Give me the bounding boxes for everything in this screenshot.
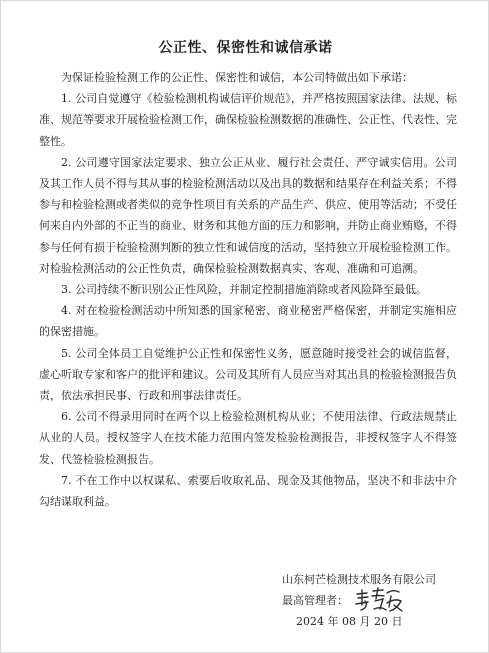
intro-paragraph: 为保证检验检测工作的公正性、保密性和诚信，本公司特做出如下承诺： (61, 71, 413, 84)
document-date: 2024 年 08 月 20 日 (296, 615, 403, 628)
handwritten-signature (353, 587, 405, 613)
clause-2: 2. 公司遵守国家法定要求、独立公正从业、履行社会责任、严守诚实信用。公司及其工作人员不得与其从事的检验检测活动以及出具的数据和结果存在利益关系；不得参与和检验检测或者类似的竞争性项目有关系的产品生产、供应、使用等活动；不受任何来自内外部的不正当的商业、财务和其他方面的压力和影响，并防止商业贿赂，不得参与任何有损于检验检测判断的独立性和诚信度的活动，坚持独立开展检验检测工作。对检验检测活动的公正性负责，确保检验检测数据真实、客观、准确和可追溯。 (39, 155, 457, 275)
document-title: 公正性、保密性和诚信承诺 (158, 40, 333, 56)
clause-3: 3. 公司持续不断识别公正性风险，并制定控制措施消除或者风险降至最低。 (61, 283, 427, 297)
clause-6: 6. 公司不得录用同时在两个以上检验检测机构从业；不使用法律、行政法规禁止从业的人员。授权签字人在技术能力范围内签发检验检测报告，非授权签字人不得签发、代签检验检测报告。 (39, 410, 457, 466)
clause-5: 5. 公司全体员工自觉维护公正性和保密性义务，愿意随时接受社会的诚信监督，虚心听取专家和客户的批评和建议。公司及其所有人员应当对其出具的检验检测报告负责，依法承担民事、行政和刑事法律责任。 (39, 346, 457, 403)
clause-1: 1. 公司自觉遵守《检验检测机构诚信评价规范》，并严格按照国家法律、法规、标准、规范等要求开展检验检测工作，确保检验检测数据的准确性、公正性、代表性、完整性。 (39, 92, 457, 148)
manager-label: 最高管理者： (282, 594, 348, 607)
clause-7: 7. 不在工作中以权谋私、索要后收取礼品、现金及其他物品，坚决不和非法中介勾结谋取利益。 (39, 473, 457, 509)
clause-4: 4. 对在检验检测活动中所知悉的国家秘密、商业秘密严格保密，并制定实施相应的保密措施。 (39, 304, 457, 339)
document-body (39, 67, 457, 512)
company-name: 山东柯芒检测技术服务有限公司 (282, 573, 436, 586)
